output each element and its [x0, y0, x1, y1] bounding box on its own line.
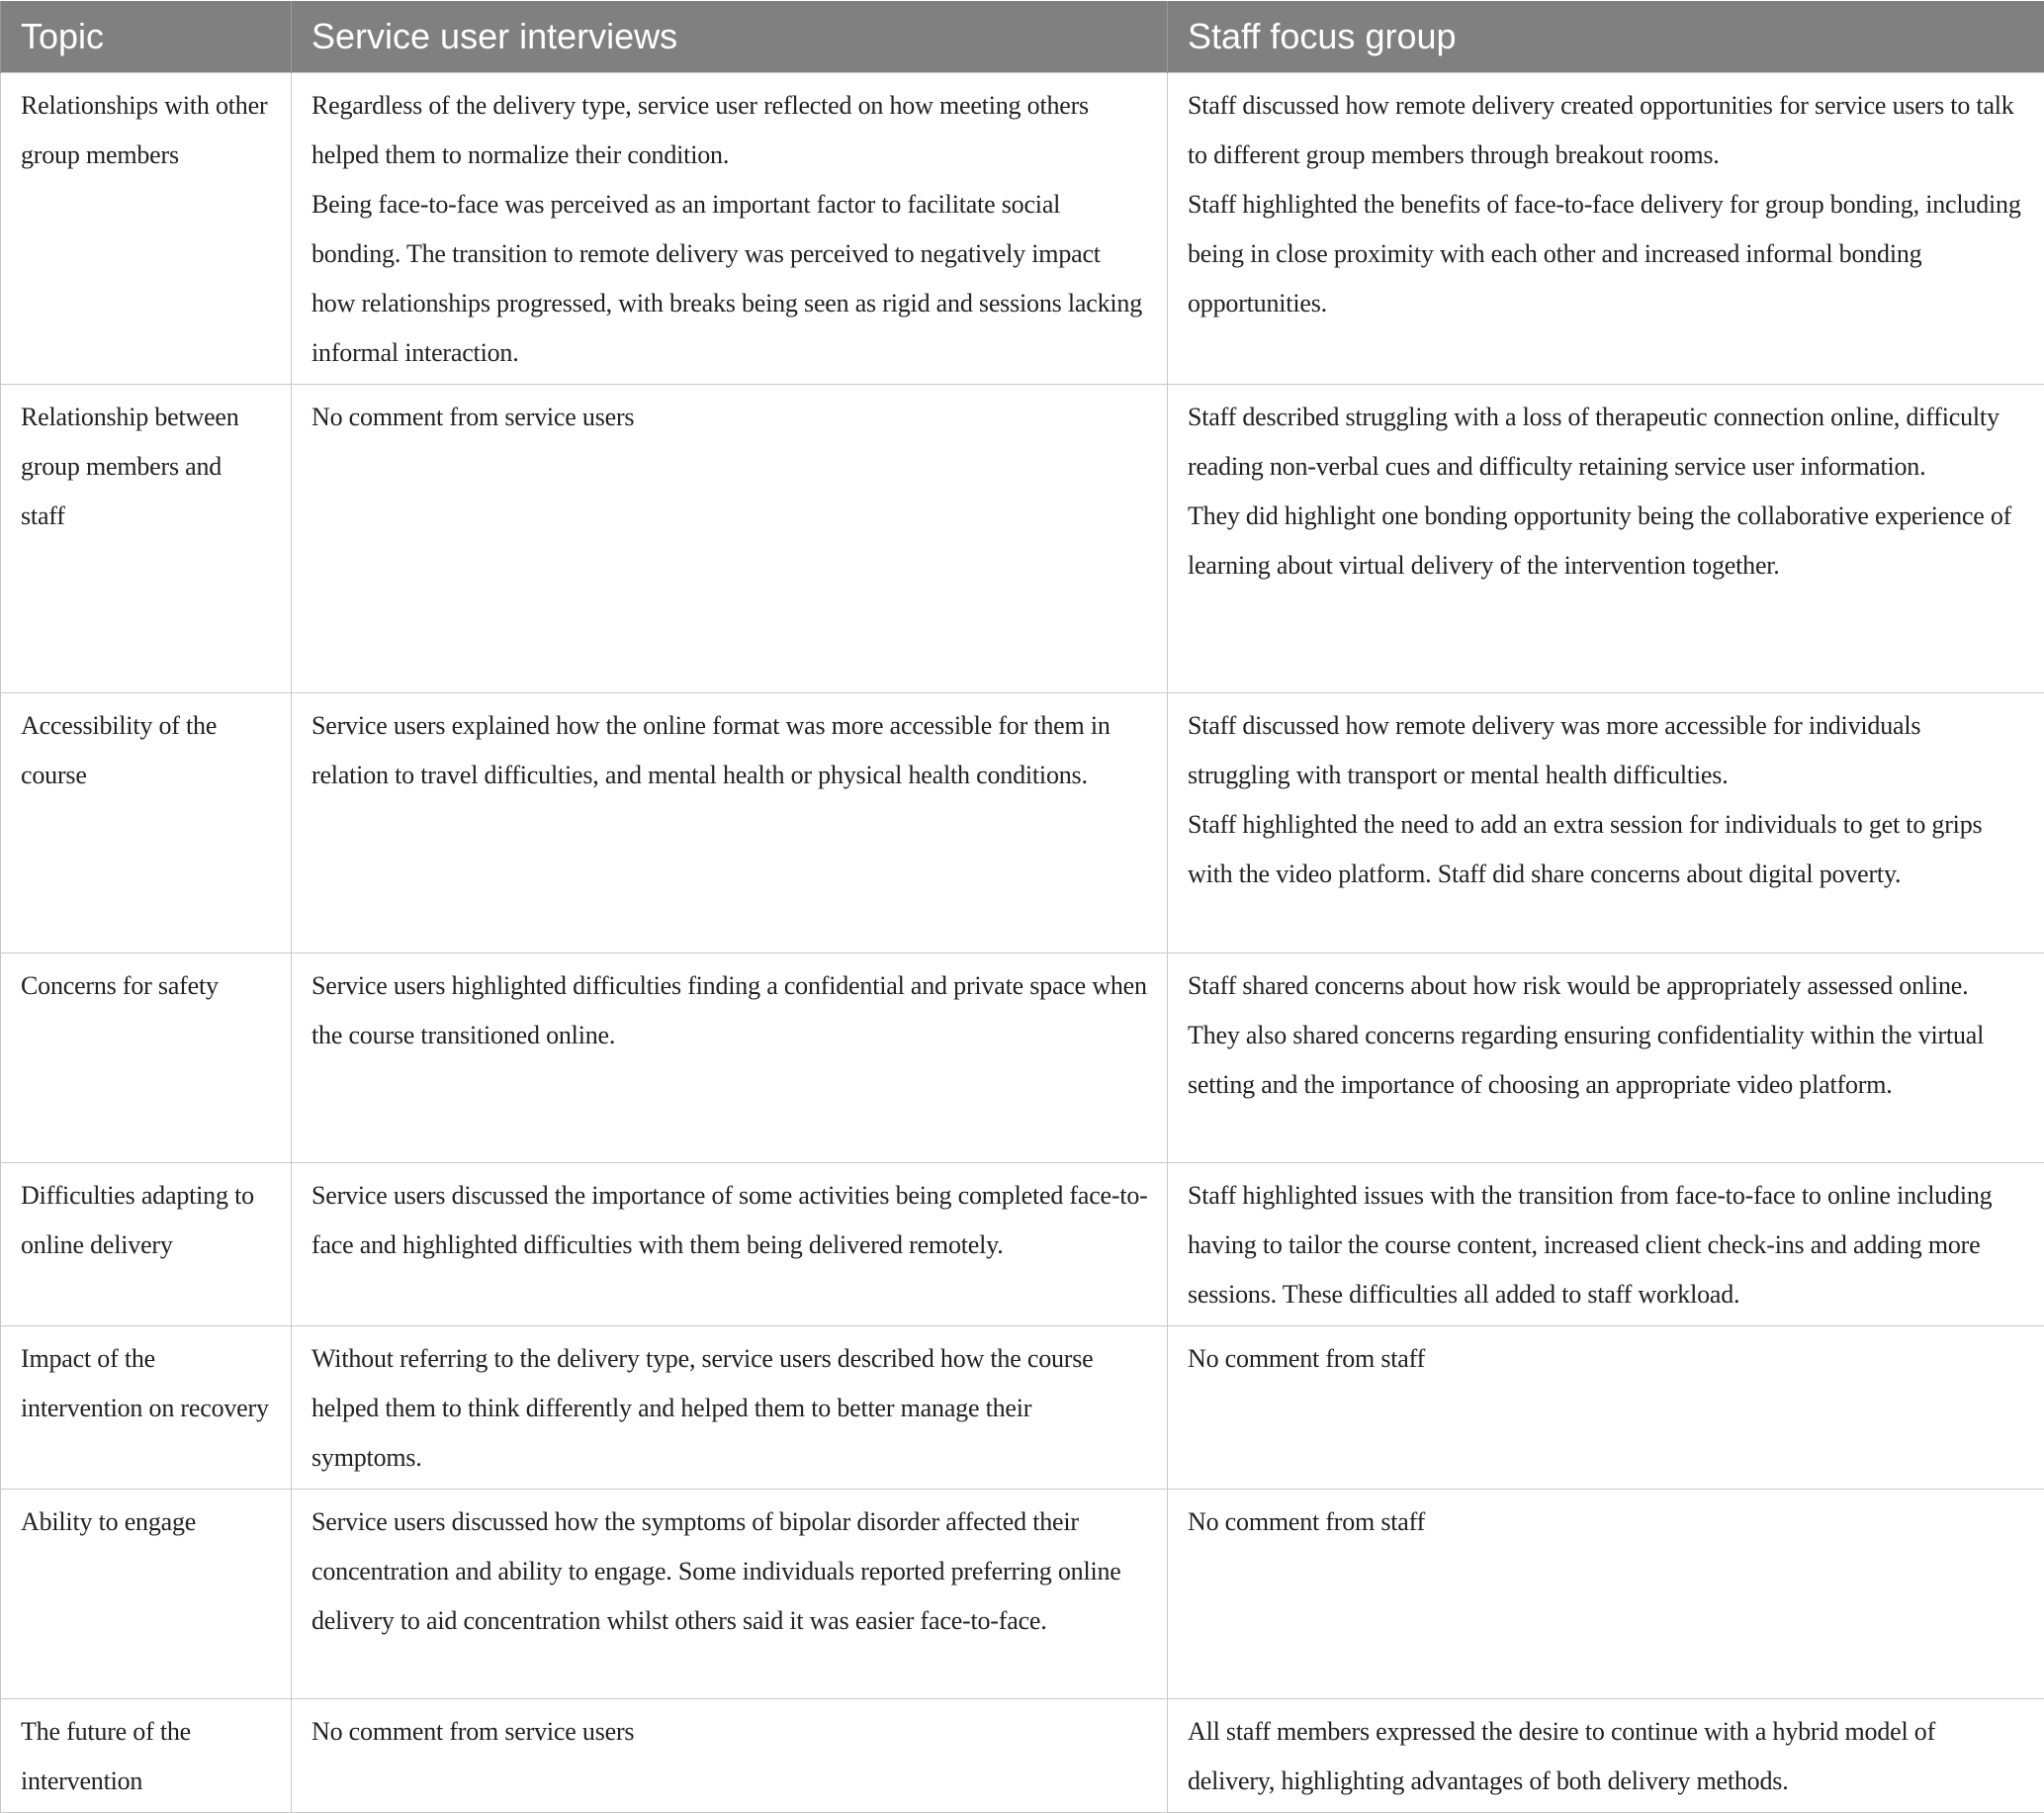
topic-cell: Relationship between group members and staff: [1, 385, 292, 693]
staff-cell: [1168, 385, 2044, 693]
staff-cell: [1168, 1326, 2044, 1490]
header-topic: Topic: [1, 1, 292, 73]
service-cell: [292, 1326, 1168, 1490]
service-cell: [292, 1490, 1168, 1699]
table-row: [1, 693, 2044, 953]
topic-cell: Relationships with other group members: [1, 73, 292, 385]
findings-table: [0, 1, 2044, 1813]
topic-cell: Difficulties adapting to online delivery: [1, 1163, 292, 1326]
table-row: [1, 1699, 2044, 1813]
staff-cell: [1168, 1163, 2044, 1326]
header-row: [1, 1, 2044, 73]
staff-cell: [1168, 693, 2044, 953]
table-row: [1, 1163, 2044, 1326]
staff-cell: [1168, 1699, 2044, 1813]
service-paragraph: Without referring to the delivery type, service users described how the course helped them to think differently and helped them to better manage their symptoms.: [311, 1334, 1148, 1483]
staff-paragraph: Staff described struggling with a loss of therapeutic connection online, difficulty reading non-verbal cues and difficulty retaining service user information.: [1188, 393, 2025, 492]
service-paragraph: Service users explained how the online format was more accessible for them in relation to travel difficulties, and mental health or physical health conditions.: [311, 701, 1148, 800]
table-row: [1, 73, 2044, 385]
table-row: [1, 953, 2044, 1163]
staff-paragraph: Staff discussed how remote delivery created opportunities for service users to talk to different group members through breakout rooms.: [1188, 81, 2025, 180]
service-paragraph: Service users discussed how the symptoms of bipolar disorder affected their concentration and ability to engage. Some individuals reported preferring online delivery to aid concentration whilst others said it was easier face-to-face.: [311, 1497, 1148, 1646]
service-paragraph: Regardless of the delivery type, service user reflected on how meeting others helped them to normalize their condition.: [311, 81, 1148, 180]
staff-paragraph: All staff members expressed the desire to continue with a hybrid model of delivery, highlighting advantages of both delivery methods.: [1188, 1707, 2025, 1806]
staff-paragraph: Staff highlighted the benefits of face-to-face delivery for group bonding, including being in close proximity with each other and increased informal bonding opportunities.: [1188, 180, 2025, 328]
table-row: [1, 385, 2044, 693]
service-cell: [292, 385, 1168, 693]
topic-cell: The future of the intervention: [1, 1699, 292, 1813]
service-paragraph: Service users highlighted difficulties finding a confidential and private space when the course transitioned online.: [311, 961, 1148, 1060]
service-cell: [292, 73, 1168, 385]
staff-paragraph: They did highlight one bonding opportunity being the collaborative experience of learning about virtual delivery of the intervention together.: [1188, 492, 2025, 590]
service-cell: [292, 953, 1168, 1163]
topic-cell: Impact of the intervention on recovery: [1, 1326, 292, 1490]
staff-paragraph: Staff highlighted the need to add an extra session for individuals to get to grips with the video platform. Staff did share concerns about digital poverty.: [1188, 800, 2025, 899]
table-row: [1, 1490, 2044, 1699]
staff-cell: [1168, 73, 2044, 385]
topic-cell: Accessibility of the course: [1, 693, 292, 953]
staff-paragraph: Staff discussed how remote delivery was more accessible for individuals struggling with transport or mental health difficulties.: [1188, 701, 2025, 800]
service-paragraph: Being face-to-face was perceived as an important factor to facilitate social bonding. The transition to remote delivery was perceived to negatively impact how relationships progressed, with breaks being seen as rigid and sessions lacking informal interaction.: [311, 180, 1148, 378]
topic-cell: Ability to engage: [1, 1490, 292, 1699]
header-service-user-interviews: Service user interviews: [292, 1, 1168, 73]
staff-paragraph: No comment from staff: [1188, 1497, 2025, 1547]
staff-paragraph: Staff shared concerns about how risk would be appropriately assessed online. They also shared concerns regarding ensuring confidentiality within the virtual setting and the importance of choosing an appropriate video platform.: [1188, 961, 2025, 1110]
staff-cell: [1168, 953, 2044, 1163]
service-cell: [292, 1163, 1168, 1326]
header-staff-focus-group: Staff focus group: [1168, 1, 2044, 73]
staff-paragraph: No comment from staff: [1188, 1334, 2025, 1384]
service-paragraph: No comment from service users: [311, 393, 1148, 442]
service-paragraph: Service users discussed the importance of some activities being completed face-to-face and highlighted difficulties with them being delivered remotely.: [311, 1171, 1148, 1270]
staff-paragraph: Staff highlighted issues with the transition from face-to-face to online including having to tailor the course content, increased client check-ins and adding more sessions. These difficulties all added to staff workload.: [1188, 1171, 2025, 1319]
staff-cell: [1168, 1490, 2044, 1699]
table-row: [1, 1326, 2044, 1490]
service-cell: [292, 1699, 1168, 1813]
topic-cell: Concerns for safety: [1, 953, 292, 1163]
service-paragraph: No comment from service users: [311, 1707, 1148, 1757]
service-cell: [292, 693, 1168, 953]
